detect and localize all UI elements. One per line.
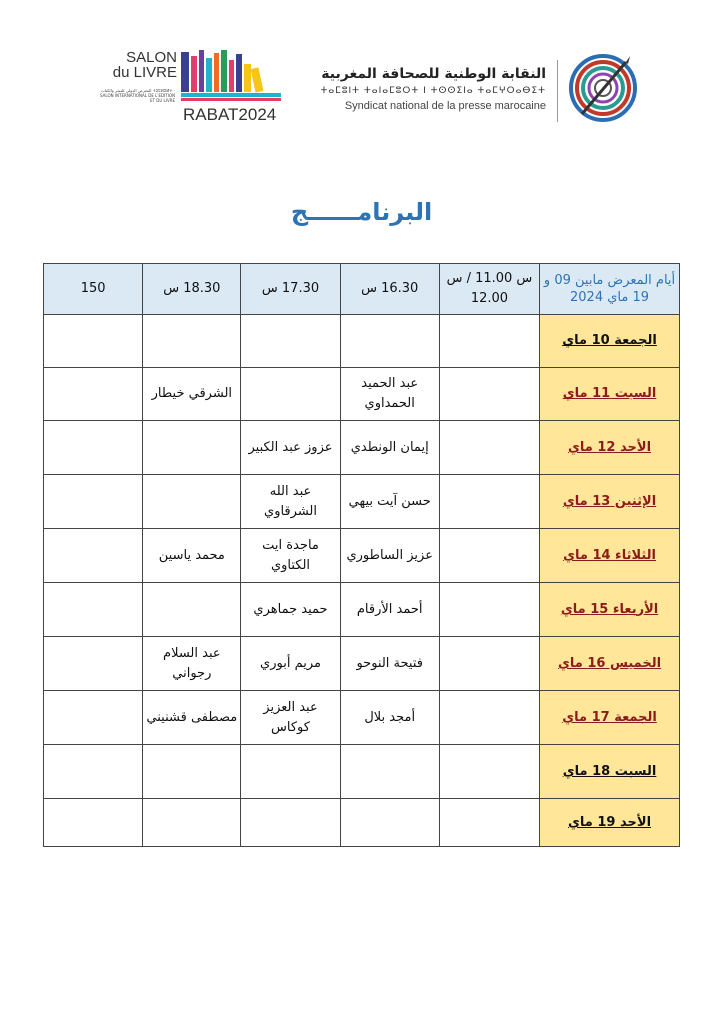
header-days: أيام المعرض مابين 09 و 19 ماي 2024 <box>540 264 680 315</box>
slot-cell: ماجدة ايت الكتاوي <box>241 529 340 583</box>
day-label: الإثنين 13 ماي <box>562 493 657 509</box>
day-label: الأحد 12 ماي <box>568 439 652 455</box>
slot-cell <box>44 799 143 847</box>
slot-cell: عزوز عبد الكبير <box>241 421 340 475</box>
day-label: السبت 18 ماي <box>562 763 657 779</box>
slot-cell <box>241 799 340 847</box>
table-row <box>44 583 680 637</box>
day-cell <box>540 421 680 475</box>
slot-cell: عبد الحميد الحمداوي <box>340 368 439 421</box>
slot-cell: مصطفى قشنيني <box>143 691 241 745</box>
slot-cell <box>44 691 143 745</box>
slot-cell <box>44 315 143 368</box>
slot-cell <box>44 745 143 799</box>
slot-cell <box>439 475 539 529</box>
slot-cell <box>439 529 539 583</box>
slot-cell <box>143 799 241 847</box>
slot-cell <box>143 745 241 799</box>
header-slot-3: 17.30 س <box>241 264 340 315</box>
day-label: الثلاثاء 14 ماي <box>563 547 656 563</box>
union-french-name: Syndicat national de la presse marocaine <box>344 100 546 112</box>
day-label: السبت 11 ماي <box>562 386 657 401</box>
salon-line1: SALON <box>126 49 177 66</box>
day-cell <box>540 691 680 745</box>
slot-cell <box>143 475 241 529</box>
day-cell <box>540 475 680 529</box>
slot-cell <box>439 368 539 421</box>
salon-year: RABAT2024 <box>183 105 277 124</box>
slot-cell: حميد جماهري <box>241 583 340 637</box>
slot-cell: فتيحة النوحو <box>340 637 439 691</box>
union-tifinagh-name: ⵜⴰⵎⵓⵏⵜ ⵜⴰⵏⴰⵎⵓⵔⵜ ⵏ ⵜⵙⵙⵉⵏⴰ ⵜⴰⵎⵖⵔⴰⴱⵉⵜ <box>320 86 546 96</box>
day-label: الأحد 19 ماي <box>568 814 652 830</box>
day-cell <box>540 799 680 847</box>
slot-cell <box>439 637 539 691</box>
slot-cell <box>44 583 143 637</box>
day-cell <box>540 315 680 368</box>
day-cell <box>540 368 680 421</box>
slot-cell <box>340 799 439 847</box>
slot-cell: إيمان الونطدي <box>340 421 439 475</box>
day-cell <box>540 583 680 637</box>
table-row <box>44 529 680 583</box>
table-row <box>44 421 680 475</box>
salon-books-icon <box>181 50 281 102</box>
slot-cell: حسن آيت بيهي <box>340 475 439 529</box>
slot-cell <box>44 421 143 475</box>
slot-cell: عبد الله الشرقاوي <box>241 475 340 529</box>
table-row <box>44 637 680 691</box>
day-label: الأربعاء 15 ماي <box>560 601 659 617</box>
slot-cell <box>44 475 143 529</box>
slot-cell <box>44 637 143 691</box>
day-cell <box>540 745 680 799</box>
slot-cell <box>340 315 439 368</box>
salon-line2: du LIVRE <box>112 64 177 81</box>
header-slot-1: س 11.00 / س 12.00 <box>439 264 539 315</box>
union-logo-block <box>320 52 638 124</box>
slot-cell: عبد العزيز كوكاس <box>241 691 340 745</box>
slot-cell <box>439 583 539 637</box>
header-slot-5: 150 <box>44 264 143 315</box>
salon-subtitle: المعرض الدولي للنشر والكتاب ⵜⵉⵎⵍⵉⵍⵜ · SALON INTERNATIONAL DE L'EDITION ET DU LIVRE <box>100 88 175 103</box>
slot-cell <box>44 368 143 421</box>
day-label: الخميس 16 ماي <box>557 655 662 671</box>
table-row <box>44 691 680 745</box>
slot-cell <box>241 368 340 421</box>
table-row <box>44 475 680 529</box>
union-arabic-name: النقابة الوطنية للصحافة المغربية <box>321 66 546 82</box>
salon-logo-text <box>113 50 177 80</box>
union-emblem-icon <box>568 52 638 124</box>
slot-cell <box>143 583 241 637</box>
header-slot-2: 16.30 س <box>340 264 439 315</box>
logo-divider <box>557 60 558 122</box>
programme-table <box>43 263 680 847</box>
page-title: البرنامــــــج <box>290 198 433 226</box>
slot-cell: الشرقي خيطار <box>143 368 241 421</box>
day-cell <box>540 637 680 691</box>
table-header-row <box>44 264 680 315</box>
slot-cell <box>143 315 241 368</box>
header-slot-4: 18.30 س <box>143 264 241 315</box>
slot-cell <box>44 529 143 583</box>
table-row <box>44 368 680 421</box>
day-cell <box>540 529 680 583</box>
salon-du-livre-logo <box>95 50 285 130</box>
slot-cell: أمجد بلال <box>340 691 439 745</box>
slot-cell: أحمد الأرقام <box>340 583 439 637</box>
slot-cell <box>439 799 539 847</box>
table-row <box>44 315 680 368</box>
slot-cell <box>439 315 539 368</box>
table-row <box>44 799 680 847</box>
slot-cell <box>439 691 539 745</box>
day-label: الجمعة 10 ماي <box>562 333 657 348</box>
slot-cell <box>143 421 241 475</box>
slot-cell: عزيز الساطوري <box>340 529 439 583</box>
slot-cell <box>241 315 340 368</box>
slot-cell <box>340 745 439 799</box>
table-row <box>44 745 680 799</box>
slot-cell <box>241 745 340 799</box>
slot-cell: محمد ياسين <box>143 529 241 583</box>
day-label: الجمعة 17 ماي <box>562 709 657 725</box>
slot-cell <box>439 745 539 799</box>
slot-cell: عبد السلام رجواني <box>143 637 241 691</box>
slot-cell <box>439 421 539 475</box>
slot-cell: مريم أبوري <box>241 637 340 691</box>
